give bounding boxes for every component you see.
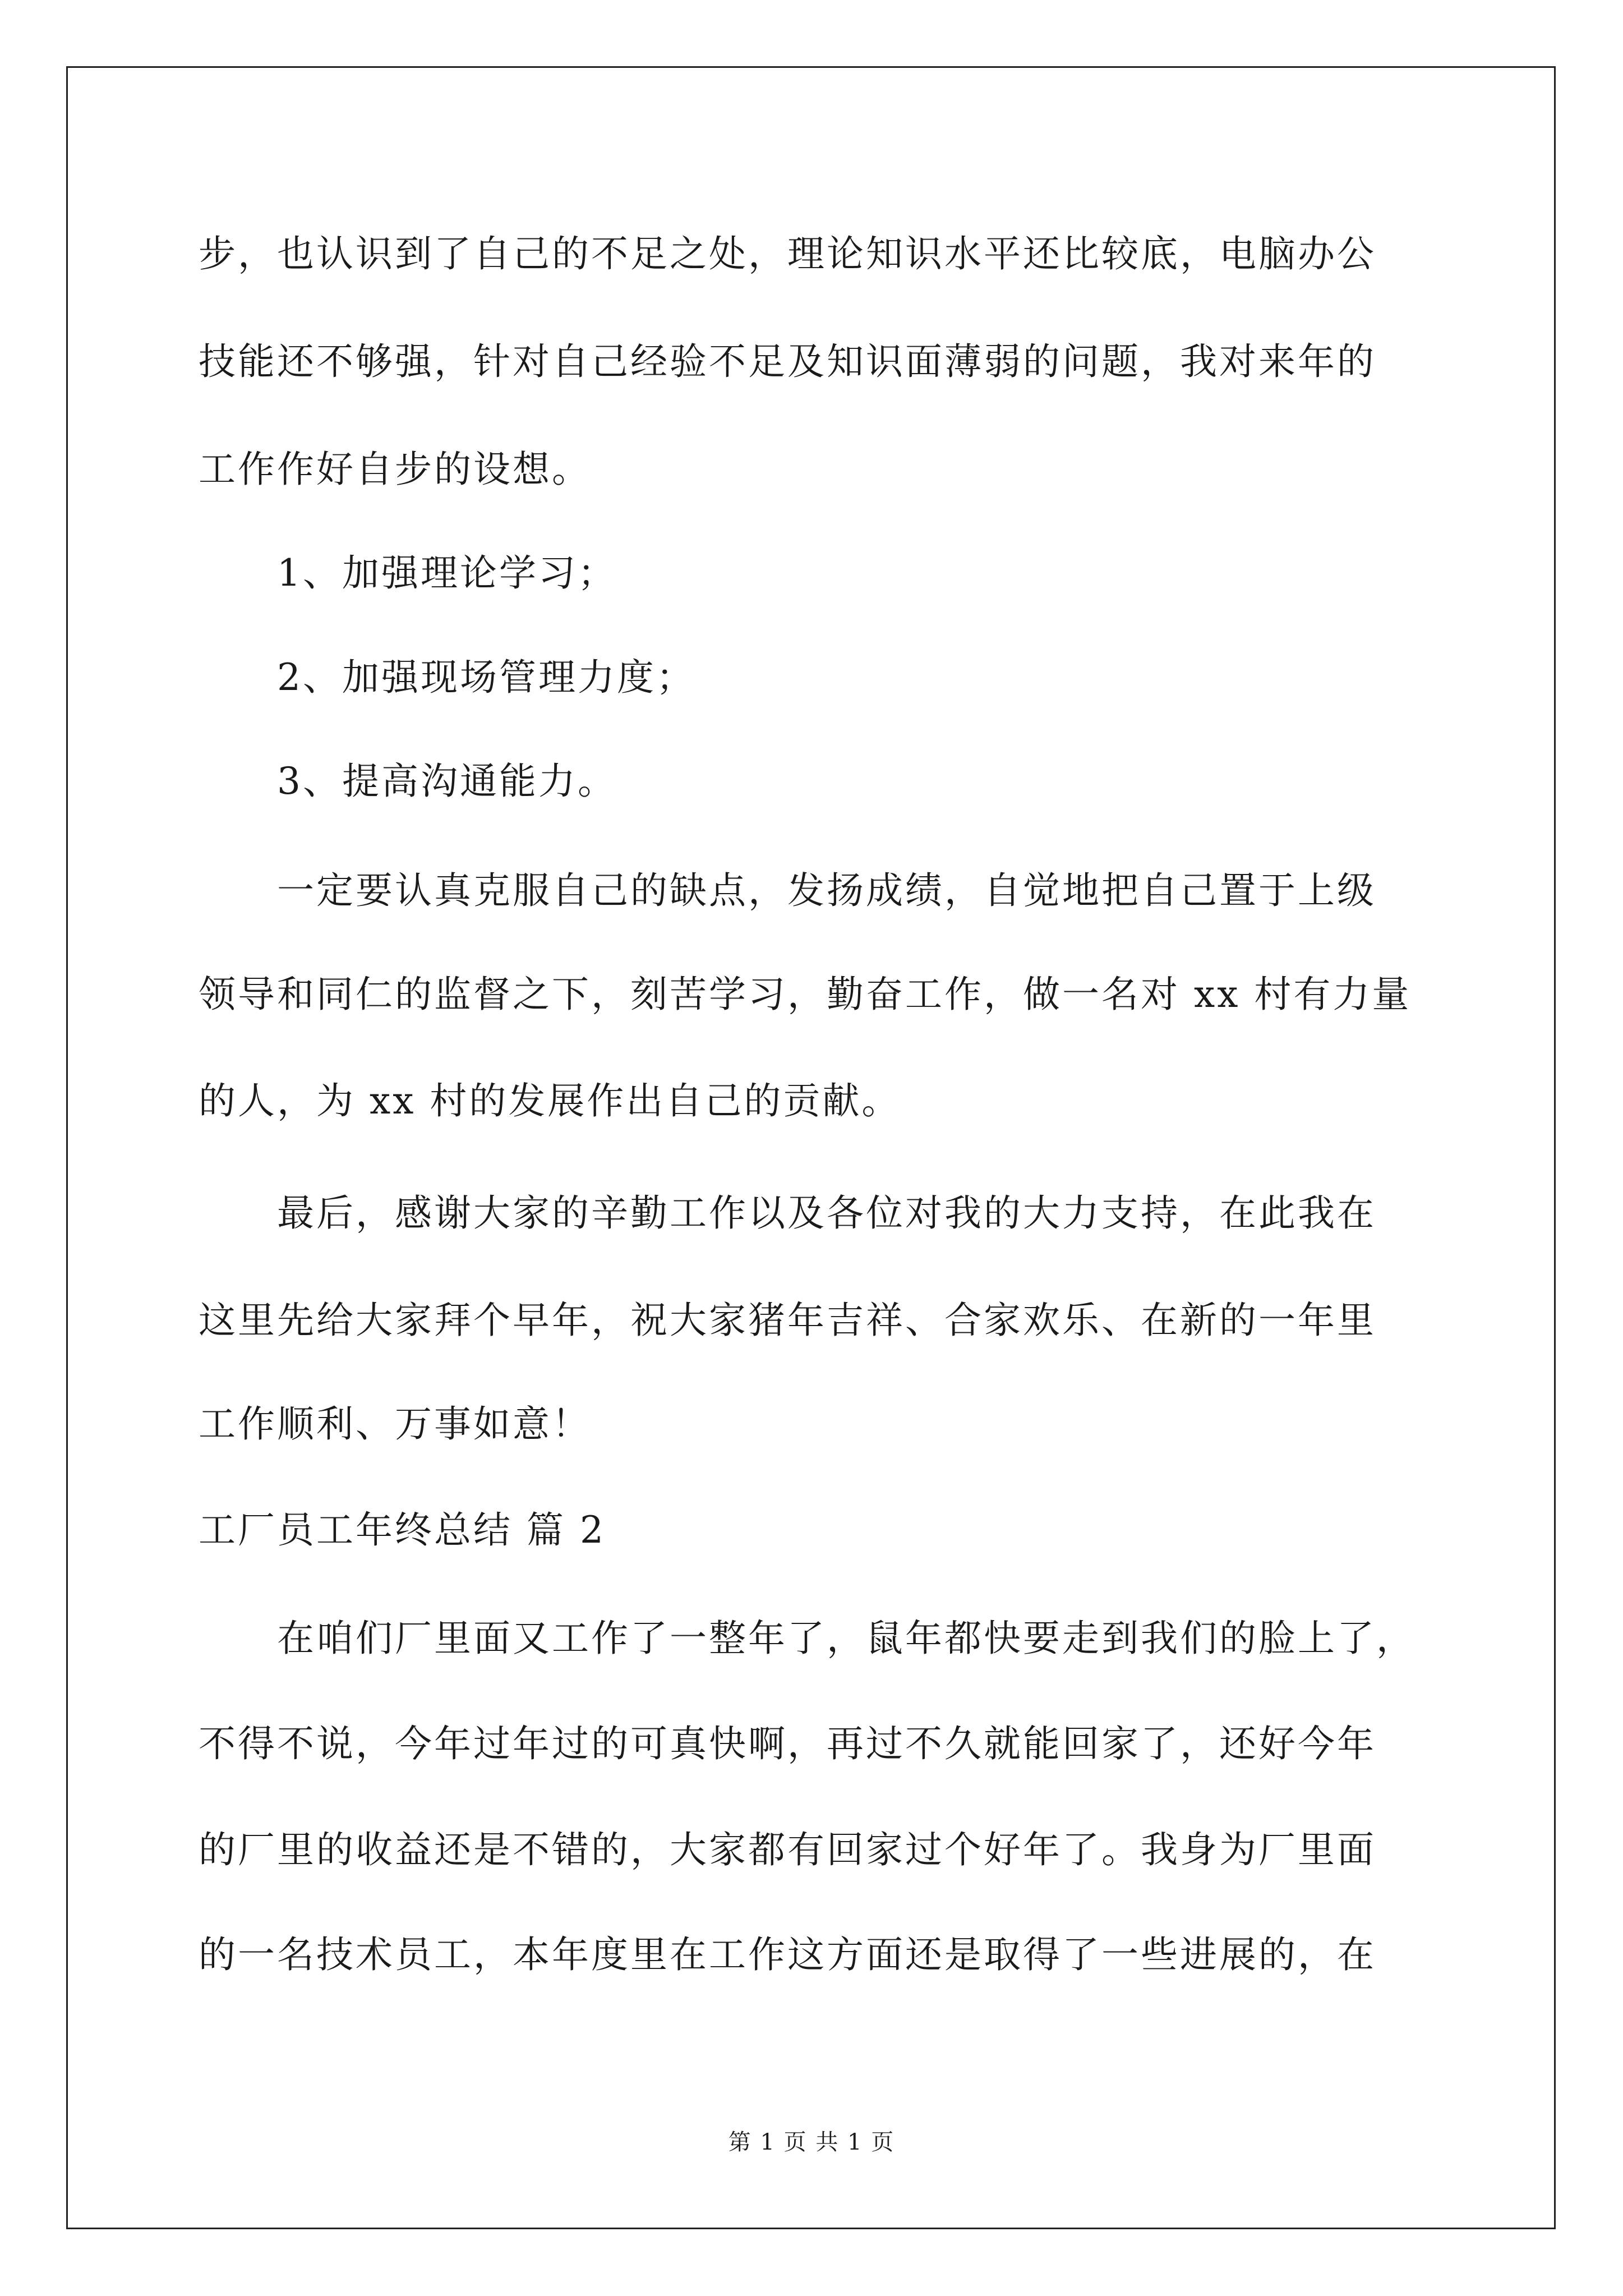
text-line: 领导和同仁的监督之下，刻苦学习，勤奋工作，做一名对 xx 村有力量 [199,973,1412,1016]
list-item: 3、提高沟通能力。 [277,760,617,803]
text-line: 的厂里的收益还是不错的，大家都有回家过个好年了。我身为厂里面 [199,1828,1376,1871]
text-line: 工作作好自步的设想。 [199,448,591,491]
text-line: 工作顺利、万事如意！ [199,1402,591,1446]
page-footer: 第 1 页 共 1 页 [728,2129,895,2155]
section-heading: 工厂员工年终总结 篇 2 [199,1508,606,1552]
text-line: 这里先给大家拜个早年，祝大家猪年吉祥、合家欢乐、在新的一年里 [199,1299,1376,1342]
list-item: 1、加强理论学习； [277,551,617,595]
text-line: 步，也认识到了自己的不足之处，理论知识水平还比较底，电脑办公 [199,232,1376,275]
text-line: 一定要认真克服自己的缺点，发扬成绩，自觉地把自己置于上级 [277,869,1376,912]
text-line: 技能还不够强，针对自己经验不足及知识面薄弱的问题，我对来年的 [199,340,1376,383]
list-item: 2、加强现场管理力度； [277,656,695,699]
text-line: 不得不说，今年过年过的可真快啊，再过不久就能回家了，还好今年 [199,1722,1376,1765]
page-border [66,66,1556,2229]
text-line: 在咱们厂里面又工作了一整年了，鼠年都快要走到我们的脸上了， [277,1617,1415,1660]
text-line: 的一名技术员工，本年度里在工作这方面还是取得了一些进展的，在 [199,1933,1376,1976]
text-line: 的人，为 xx 村的发展作出自己的贡献。 [199,1079,901,1122]
text-line: 最后，感谢大家的辛勤工作以及各位对我的大力支持，在此我在 [277,1191,1376,1235]
